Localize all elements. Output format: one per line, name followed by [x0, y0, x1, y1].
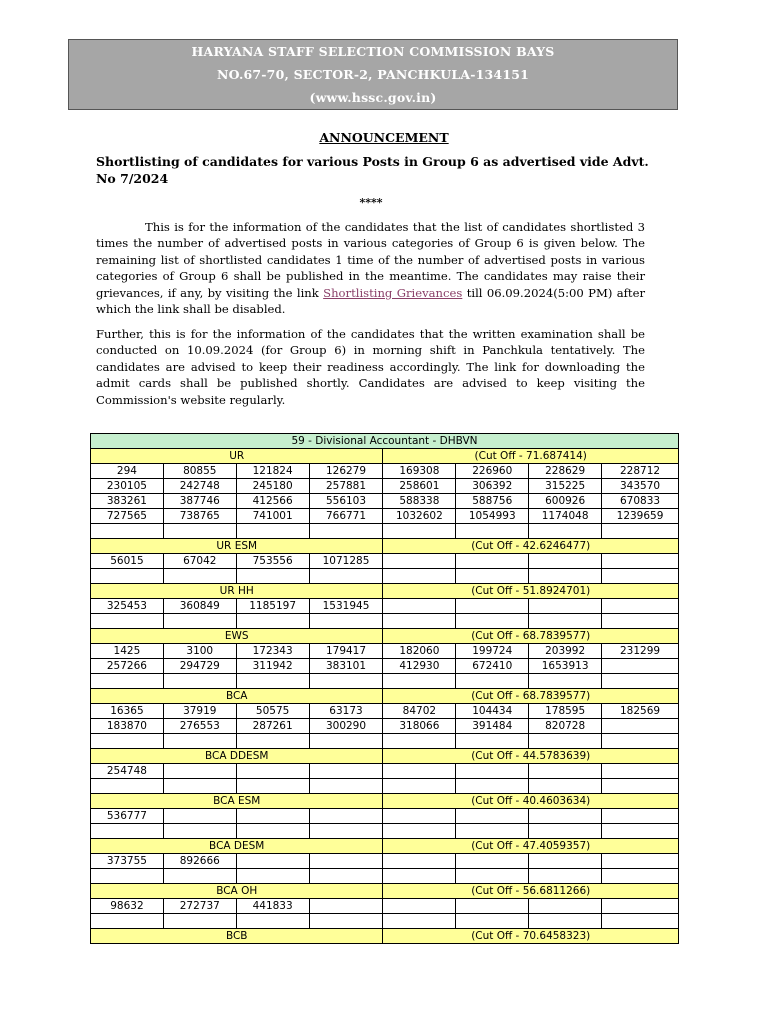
roll-number-cell: 172343: [236, 644, 309, 659]
category-name-cell: BCA: [91, 689, 383, 704]
roll-number-cell: [383, 854, 456, 869]
category-cutoff-cell: (Cut Off - 56.6811266): [383, 884, 679, 899]
roll-number-cell: 84702: [383, 704, 456, 719]
candidate-row: [91, 494, 679, 509]
roll-number-cell: [456, 899, 529, 914]
roll-number-cell: 670833: [602, 494, 679, 509]
empty-cell: [163, 524, 236, 539]
roll-number-cell: 182060: [383, 644, 456, 659]
roll-number-cell: 412930: [383, 659, 456, 674]
empty-cell: [236, 779, 309, 794]
empty-cell: [163, 914, 236, 929]
roll-number-cell: 245180: [236, 479, 309, 494]
roll-number-cell: 556103: [309, 494, 383, 509]
roll-number-cell: 1239659: [602, 509, 679, 524]
roll-number-cell: [602, 809, 679, 824]
spacer-row: [91, 524, 679, 539]
empty-cell: [383, 779, 456, 794]
roll-number-cell: 276553: [163, 719, 236, 734]
roll-number-cell: 67042: [163, 554, 236, 569]
empty-cell: [163, 734, 236, 749]
empty-cell: [529, 734, 602, 749]
category-name-cell: BCA OH: [91, 884, 383, 899]
category-cutoff-cell: (Cut Off - 70.6458323): [383, 929, 679, 944]
category-header-row: [91, 749, 679, 764]
roll-number-cell: 242748: [163, 479, 236, 494]
roll-number-cell: 588756: [456, 494, 529, 509]
roll-number-cell: [236, 809, 309, 824]
empty-cell: [309, 779, 383, 794]
roll-number-cell: [383, 599, 456, 614]
roll-number-cell: 178595: [529, 704, 602, 719]
commission-header: [68, 39, 678, 110]
empty-cell: [456, 824, 529, 839]
empty-cell: [91, 674, 164, 689]
roll-number-cell: [602, 854, 679, 869]
empty-cell: [456, 524, 529, 539]
empty-cell: [309, 524, 383, 539]
spacer-row: [91, 569, 679, 584]
empty-cell: [309, 914, 383, 929]
roll-number-cell: 121824: [236, 464, 309, 479]
roll-number-cell: [602, 554, 679, 569]
empty-cell: [236, 734, 309, 749]
header-line-3: (www.hssc.gov.in): [309, 90, 437, 105]
empty-cell: [91, 569, 164, 584]
candidate-row: [91, 764, 679, 779]
category-header-row: [91, 584, 679, 599]
roll-number-cell: 820728: [529, 719, 602, 734]
empty-cell: [163, 674, 236, 689]
category-cutoff-cell: (Cut Off - 68.7839577): [383, 629, 679, 644]
roll-number-cell: [529, 854, 602, 869]
roll-number-cell: 126279: [309, 464, 383, 479]
empty-cell: [456, 569, 529, 584]
category-cutoff-cell: (Cut Off - 44.5783639): [383, 749, 679, 764]
roll-number-cell: 1054993: [456, 509, 529, 524]
empty-cell: [236, 824, 309, 839]
roll-number-cell: [456, 764, 529, 779]
separator-stars: ****: [359, 196, 383, 209]
roll-number-cell: 257881: [309, 479, 383, 494]
empty-cell: [163, 779, 236, 794]
category-name-cell: UR HH: [91, 584, 383, 599]
spacer-row: [91, 869, 679, 884]
roll-number-cell: 56015: [91, 554, 164, 569]
paragraph-1: [96, 219, 645, 317]
empty-cell: [163, 824, 236, 839]
empty-cell: [236, 524, 309, 539]
roll-number-cell: 306392: [456, 479, 529, 494]
roll-number-cell: 1653913: [529, 659, 602, 674]
empty-cell: [91, 824, 164, 839]
category-cutoff-cell: (Cut Off - 71.687414): [383, 449, 679, 464]
roll-number-cell: [529, 809, 602, 824]
roll-number-cell: 179417: [309, 644, 383, 659]
empty-cell: [529, 524, 602, 539]
empty-cell: [456, 734, 529, 749]
empty-cell: [91, 914, 164, 929]
roll-number-cell: [383, 899, 456, 914]
empty-cell: [383, 674, 456, 689]
roll-number-cell: [236, 854, 309, 869]
empty-cell: [529, 869, 602, 884]
header-line-2: NO.67-70, SECTOR-2, PANCHKULA-134151: [216, 67, 530, 82]
empty-cell: [236, 614, 309, 629]
header-line-1: HARYANA STAFF SELECTION COMMISSION BAYS: [191, 44, 555, 59]
paragraph-2: Further, this is for the information of the candidates that the written examination shall be conducted on 10.09.2024 (for Group 6) in morning shift in Panchkula tentatively. The candidates are advised to keep their readiness accordingly. The link for downloading the admit cards shall be published shortly. Candidates are advised to keep visiting the Commission's website regularly.: [96, 327, 645, 407]
roll-number-cell: [309, 809, 383, 824]
empty-cell: [309, 614, 383, 629]
empty-cell: [309, 569, 383, 584]
empty-cell: [602, 779, 679, 794]
empty-cell: [383, 734, 456, 749]
empty-cell: [529, 824, 602, 839]
roll-number-cell: 1185197: [236, 599, 309, 614]
empty-cell: [91, 779, 164, 794]
empty-cell: [529, 569, 602, 584]
empty-cell: [236, 569, 309, 584]
roll-number-cell: [602, 659, 679, 674]
roll-number-cell: [163, 809, 236, 824]
roll-number-cell: 315225: [529, 479, 602, 494]
empty-cell: [309, 674, 383, 689]
empty-cell: [91, 524, 164, 539]
spacer-row: [91, 824, 679, 839]
candidate-row: [91, 854, 679, 869]
roll-number-cell: 104434: [456, 704, 529, 719]
roll-number-cell: 294: [91, 464, 164, 479]
empty-cell: [602, 614, 679, 629]
candidate-row: [91, 809, 679, 824]
roll-number-cell: 63173: [309, 704, 383, 719]
roll-number-cell: 441833: [236, 899, 309, 914]
empty-cell: [236, 674, 309, 689]
empty-cell: [383, 614, 456, 629]
empty-cell: [383, 824, 456, 839]
roll-number-cell: [383, 764, 456, 779]
roll-number-cell: 360849: [163, 599, 236, 614]
roll-number-cell: [383, 809, 456, 824]
roll-number-cell: 37919: [163, 704, 236, 719]
roll-number-cell: 766771: [309, 509, 383, 524]
post-title-cell: 59 - Divisional Accountant - DHBVN: [91, 434, 679, 449]
roll-number-cell: 536777: [91, 809, 164, 824]
empty-cell: [236, 914, 309, 929]
empty-cell: [456, 614, 529, 629]
empty-cell: [309, 734, 383, 749]
empty-cell: [383, 869, 456, 884]
category-header-row: [91, 689, 679, 704]
category-header-row: [91, 539, 679, 554]
candidate-row: [91, 554, 679, 569]
category-name-cell: EWS: [91, 629, 383, 644]
roll-number-cell: 412566: [236, 494, 309, 509]
empty-cell: [602, 824, 679, 839]
empty-cell: [163, 869, 236, 884]
category-name-cell: UR ESM: [91, 539, 383, 554]
roll-number-cell: 257266: [91, 659, 164, 674]
spacer-row: [91, 914, 679, 929]
roll-number-cell: 387746: [163, 494, 236, 509]
roll-number-cell: [529, 899, 602, 914]
spacer-row: [91, 734, 679, 749]
roll-number-cell: 228712: [602, 464, 679, 479]
empty-cell: [309, 824, 383, 839]
roll-number-cell: 203992: [529, 644, 602, 659]
roll-number-cell: [163, 764, 236, 779]
roll-number-cell: 1071285: [309, 554, 383, 569]
roll-number-cell: 325453: [91, 599, 164, 614]
roll-number-cell: 228629: [529, 464, 602, 479]
roll-number-cell: 738765: [163, 509, 236, 524]
empty-cell: [91, 734, 164, 749]
category-name-cell: UR: [91, 449, 383, 464]
candidate-row: [91, 659, 679, 674]
spacer-row: [91, 779, 679, 794]
candidate-row: [91, 899, 679, 914]
roll-number-cell: 80855: [163, 464, 236, 479]
empty-cell: [456, 674, 529, 689]
paragraph-1-text-after: till 06.09.2024(5:00 PM) after which the link shall be disabled.: [96, 285, 645, 317]
empty-cell: [236, 869, 309, 884]
roll-number-cell: [456, 599, 529, 614]
empty-cell: [383, 569, 456, 584]
category-cutoff-cell: (Cut Off - 68.7839577): [383, 689, 679, 704]
shortlisting-grievances-link[interactable]: Shortlisting Grievances: [323, 285, 463, 300]
roll-number-cell: 391484: [456, 719, 529, 734]
candidates-table: [90, 433, 679, 944]
candidate-row: [91, 599, 679, 614]
roll-number-cell: [602, 764, 679, 779]
category-name-cell: BCA DDESM: [91, 749, 383, 764]
roll-number-cell: 287261: [236, 719, 309, 734]
empty-cell: [529, 914, 602, 929]
roll-number-cell: 727565: [91, 509, 164, 524]
roll-number-cell: 272737: [163, 899, 236, 914]
empty-cell: [456, 914, 529, 929]
post-row: [91, 434, 679, 449]
roll-number-cell: [529, 554, 602, 569]
candidate-row: [91, 464, 679, 479]
empty-cell: [163, 614, 236, 629]
roll-number-cell: 383101: [309, 659, 383, 674]
roll-number-cell: 1425: [91, 644, 164, 659]
roll-number-cell: [309, 764, 383, 779]
roll-number-cell: 1032602: [383, 509, 456, 524]
category-cutoff-cell: (Cut Off - 51.8924701): [383, 584, 679, 599]
roll-number-cell: [383, 554, 456, 569]
roll-number-cell: 183870: [91, 719, 164, 734]
roll-number-cell: [456, 854, 529, 869]
empty-cell: [529, 614, 602, 629]
roll-number-cell: 1531945: [309, 599, 383, 614]
roll-number-cell: [309, 854, 383, 869]
category-name-cell: BCA DESM: [91, 839, 383, 854]
roll-number-cell: [529, 764, 602, 779]
roll-number-cell: 98632: [91, 899, 164, 914]
roll-number-cell: 182569: [602, 704, 679, 719]
announcement-title: ANNOUNCEMENT: [319, 130, 449, 145]
category-header-row: [91, 929, 679, 944]
roll-number-cell: 3100: [163, 644, 236, 659]
roll-number-cell: 50575: [236, 704, 309, 719]
roll-number-cell: 1174048: [529, 509, 602, 524]
spacer-row: [91, 614, 679, 629]
empty-cell: [529, 779, 602, 794]
empty-cell: [529, 674, 602, 689]
roll-number-cell: 343570: [602, 479, 679, 494]
category-cutoff-cell: (Cut Off - 42.6246477): [383, 539, 679, 554]
empty-cell: [91, 614, 164, 629]
roll-number-cell: 169308: [383, 464, 456, 479]
category-header-row: [91, 884, 679, 899]
roll-number-cell: [529, 599, 602, 614]
roll-number-cell: 294729: [163, 659, 236, 674]
category-header-row: [91, 794, 679, 809]
roll-number-cell: 258601: [383, 479, 456, 494]
empty-cell: [383, 524, 456, 539]
roll-number-cell: 311942: [236, 659, 309, 674]
category-cutoff-cell: (Cut Off - 40.4603634): [383, 794, 679, 809]
roll-number-cell: [602, 599, 679, 614]
roll-number-cell: 741001: [236, 509, 309, 524]
announcement-subject: Shortlisting of candidates for various Posts in Group 6 as advertised vide Advt. No 7/2024: [96, 154, 649, 186]
candidate-row: [91, 704, 679, 719]
empty-cell: [602, 569, 679, 584]
roll-number-cell: 373755: [91, 854, 164, 869]
category-cutoff-cell: (Cut Off - 47.4059357): [383, 839, 679, 854]
roll-number-cell: 672410: [456, 659, 529, 674]
candidate-row: [91, 479, 679, 494]
roll-number-cell: 300290: [309, 719, 383, 734]
empty-cell: [163, 569, 236, 584]
empty-cell: [602, 914, 679, 929]
empty-cell: [309, 869, 383, 884]
empty-cell: [602, 869, 679, 884]
category-name-cell: BCB: [91, 929, 383, 944]
category-header-row: [91, 629, 679, 644]
empty-cell: [602, 674, 679, 689]
roll-number-cell: 753556: [236, 554, 309, 569]
empty-cell: [602, 734, 679, 749]
category-header-row: [91, 839, 679, 854]
roll-number-cell: 318066: [383, 719, 456, 734]
roll-number-cell: [456, 809, 529, 824]
roll-number-cell: 231299: [602, 644, 679, 659]
candidate-row: [91, 719, 679, 734]
roll-number-cell: [602, 719, 679, 734]
empty-cell: [602, 524, 679, 539]
empty-cell: [456, 869, 529, 884]
roll-number-cell: 254748: [91, 764, 164, 779]
empty-cell: [456, 779, 529, 794]
spacer-row: [91, 674, 679, 689]
category-header-row: [91, 449, 679, 464]
roll-number-cell: 588338: [383, 494, 456, 509]
roll-number-cell: 383261: [91, 494, 164, 509]
empty-cell: [91, 869, 164, 884]
paragraph-1-text-before: This is for the information of the candidates that the list of candidates shortlisted 3 times the number of advertised posts in various categories of Group 6 is given below. The remaining list of shortlisted candidates 1 time of the number of advertised posts in various categories of Group 6 shall be published in the meantime. The candidates may raise their grievances, if any, by visiting the link: [96, 220, 645, 300]
empty-cell: [383, 914, 456, 929]
category-name-cell: BCA ESM: [91, 794, 383, 809]
roll-number-cell: [309, 899, 383, 914]
roll-number-cell: [236, 764, 309, 779]
roll-number-cell: 226960: [456, 464, 529, 479]
roll-number-cell: [602, 899, 679, 914]
roll-number-cell: 199724: [456, 644, 529, 659]
roll-number-cell: 600926: [529, 494, 602, 509]
roll-number-cell: 892666: [163, 854, 236, 869]
roll-number-cell: 230105: [91, 479, 164, 494]
roll-number-cell: 16365: [91, 704, 164, 719]
candidate-row: [91, 644, 679, 659]
candidate-row: [91, 509, 679, 524]
roll-number-cell: [456, 554, 529, 569]
